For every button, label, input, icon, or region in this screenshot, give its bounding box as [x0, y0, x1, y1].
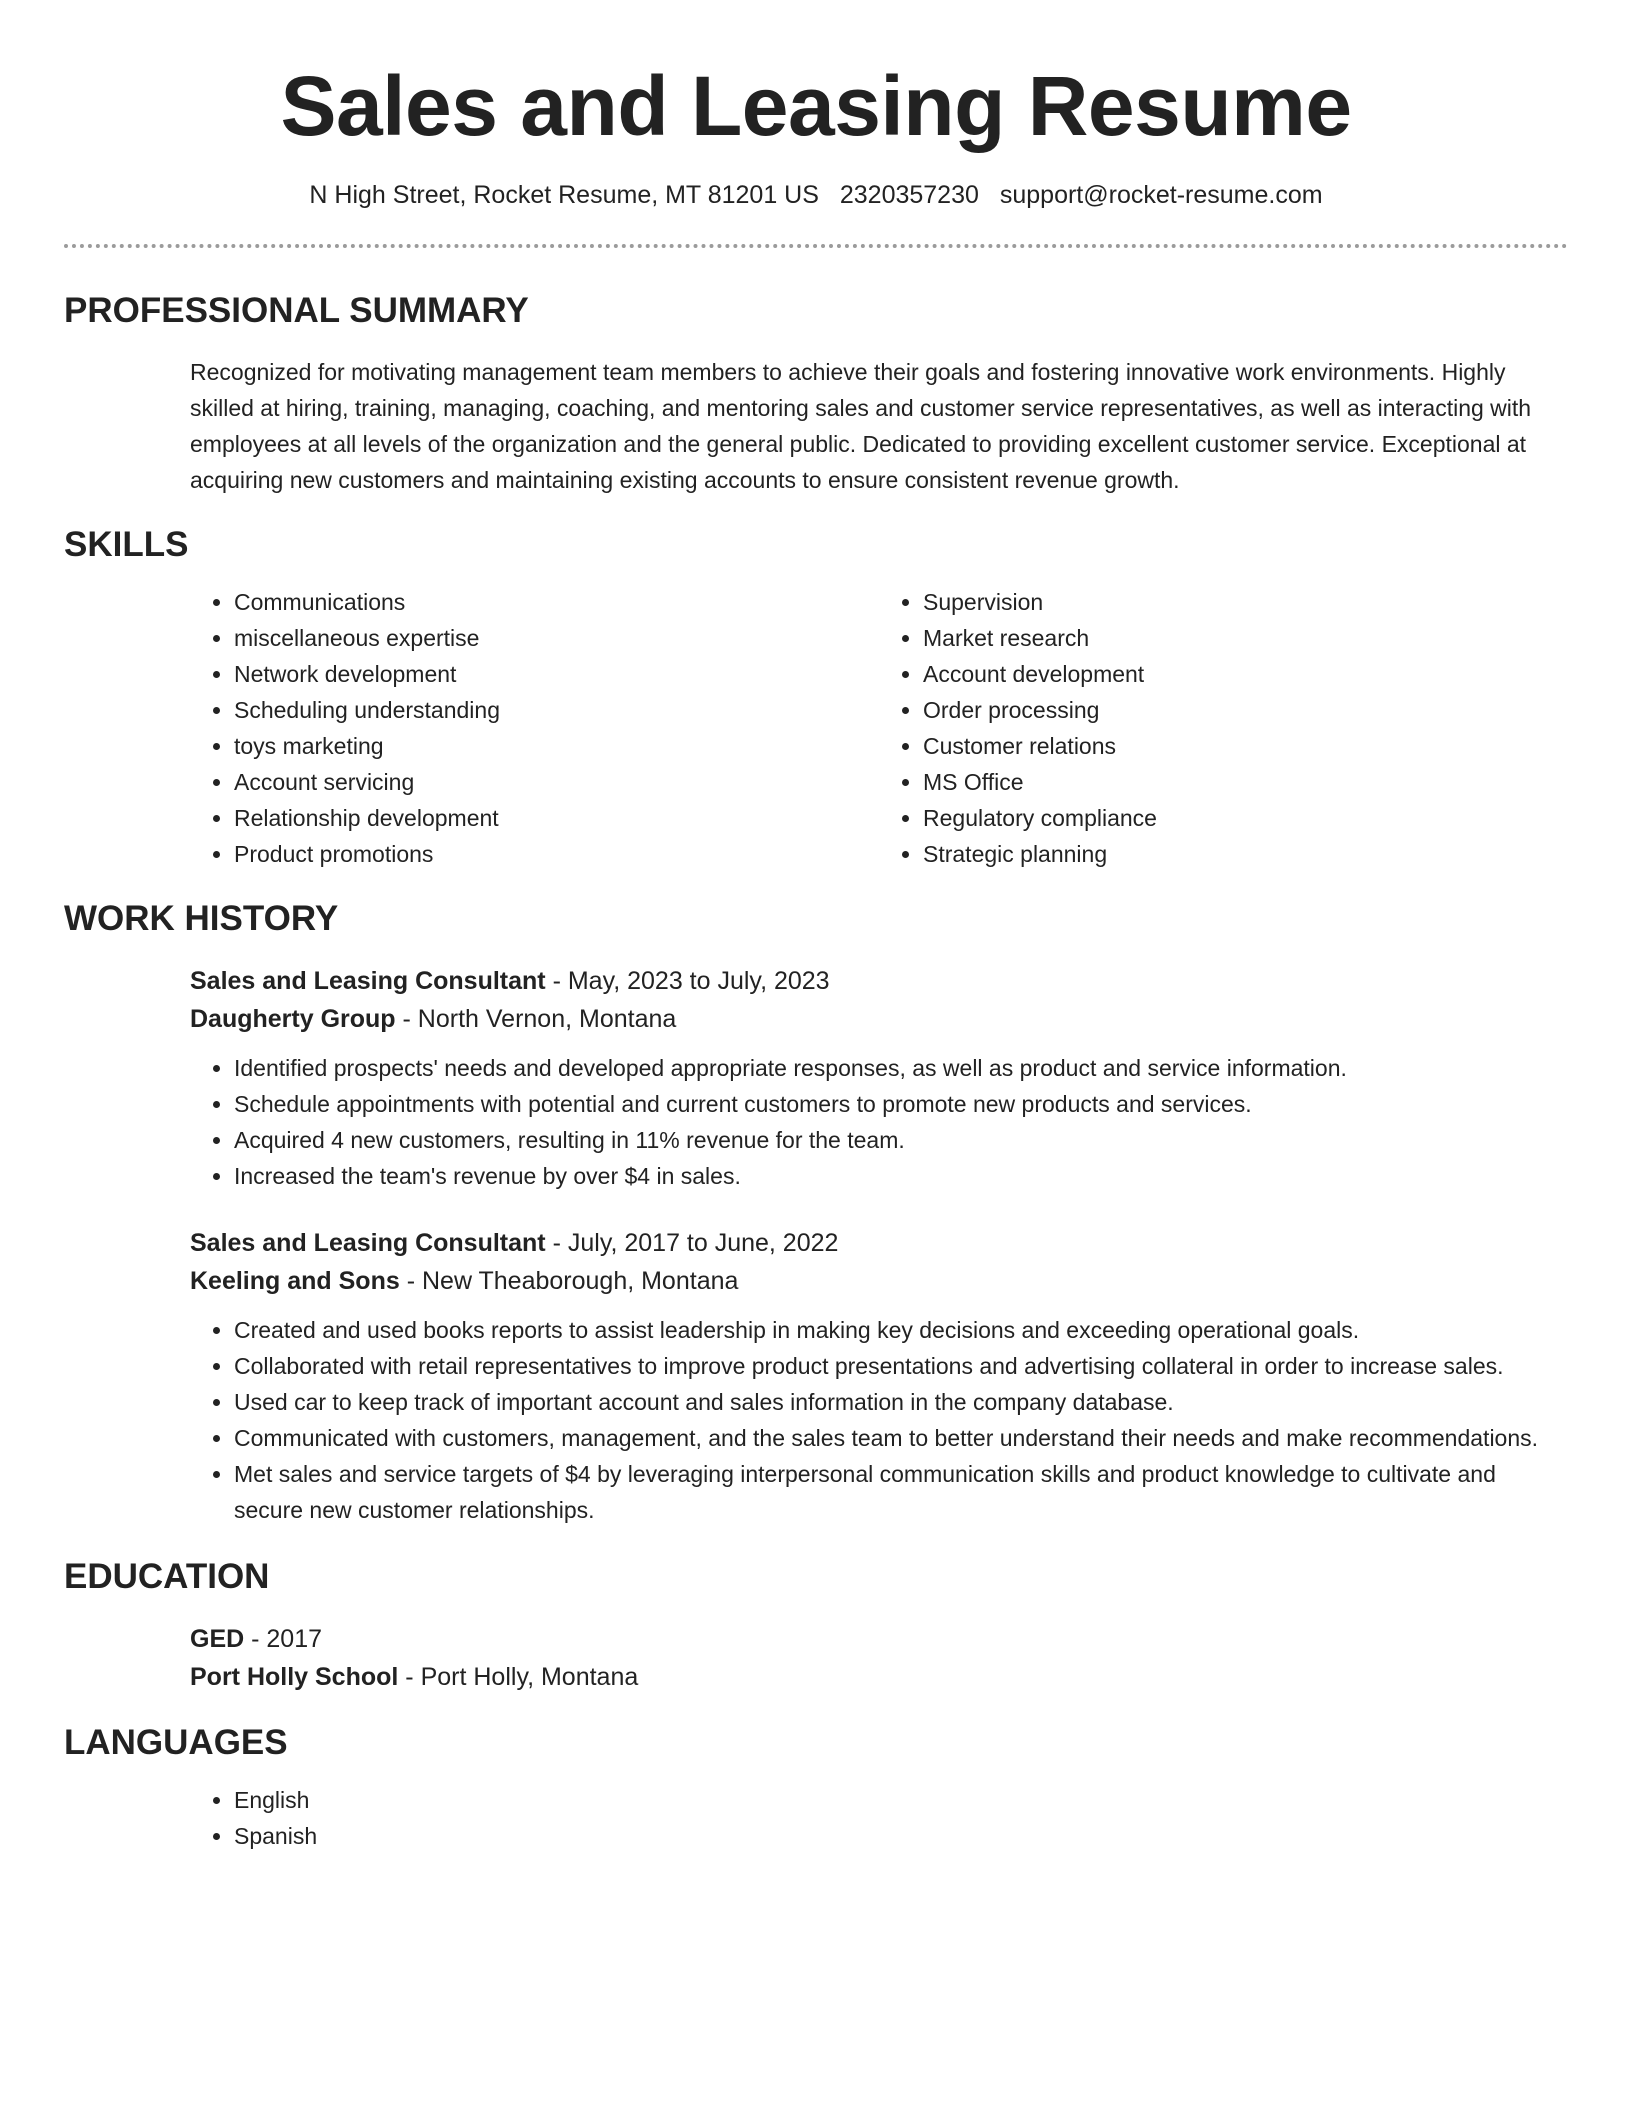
section-heading-education: EDUCATION [64, 1557, 270, 1596]
section-work-history [64, 898, 1568, 1528]
section-heading-summary: PROFESSIONAL SUMMARY [64, 291, 529, 330]
job-dates: - May, 2023 to July, 2023 [545, 967, 830, 995]
list-item: • Strategic planning [923, 836, 1568, 872]
education-entry [190, 1620, 1568, 1696]
section-summary [64, 290, 1568, 498]
contact-phone: 2320357230 [839, 181, 979, 209]
education-school: Port Holly School [190, 1663, 399, 1691]
job-company: Daugherty Group [190, 1005, 396, 1033]
list-item: • Product promotions [234, 836, 879, 872]
job-entry [190, 962, 1568, 1194]
list-item: • Scheduling understanding [234, 692, 879, 728]
job-title-line [190, 962, 1568, 1000]
list-item: • toys marketing [234, 728, 879, 764]
job-location: - North Vernon, Montana [395, 1005, 677, 1033]
list-item: • Communications [234, 584, 879, 620]
list-item: • Customer relations [923, 728, 1568, 764]
job-title: Sales and Leasing Consultant [190, 967, 546, 995]
list-item: • Created and used books reports to assist leadership in making key decisions and exceeding operational goals. [234, 1312, 1568, 1348]
contact-address: N High Street, Rocket Resume, MT 81201 US [309, 181, 819, 209]
education-degree-line [190, 1620, 1568, 1658]
section-heading-skills: SKILLS [64, 525, 189, 564]
list-item: • Account development [923, 656, 1568, 692]
resume-page [64, 0, 1568, 1854]
list-item: • Network development [234, 656, 879, 692]
list-item: • Identified prospects' needs and developed appropriate responses, as well as product and service information. [234, 1050, 1568, 1086]
job-company: Keeling and Sons [190, 1267, 400, 1295]
list-item: • English [234, 1782, 1568, 1818]
list-item: • MS Office [923, 764, 1568, 800]
contact-line [64, 180, 1568, 210]
contact-email: support@rocket-resume.com [999, 181, 1323, 209]
skills-list-left [190, 584, 879, 872]
job-entry [190, 1224, 1568, 1528]
header-divider [64, 244, 1568, 248]
list-item: • Met sales and service targets of $4 by leveraging interpersonal communication skills and product knowledge to cultivate and secure new customer relationships. [234, 1456, 1568, 1528]
job-company-line [190, 1000, 1568, 1038]
resume-title: Sales and Leasing Resume [280, 59, 1352, 153]
section-heading-languages: LANGUAGES [64, 1723, 288, 1762]
section-heading-work: WORK HISTORY [64, 899, 339, 938]
education-year: - 2017 [244, 1625, 323, 1653]
job-dates: - July, 2017 to June, 2022 [545, 1229, 839, 1257]
education-degree: GED [190, 1625, 245, 1653]
job-company-line [190, 1262, 1568, 1300]
list-item: • Spanish [234, 1818, 1568, 1854]
job-title-line [190, 1224, 1568, 1262]
job-location: - New Theaborough, Montana [399, 1267, 739, 1295]
list-item: • Schedule appointments with potential and current customers to promote new products and services. [234, 1086, 1568, 1122]
education-location: - Port Holly, Montana [398, 1663, 639, 1691]
list-item: • Acquired 4 new customers, resulting in 11% revenue for the team. [234, 1122, 1568, 1158]
languages-list [190, 1782, 1568, 1854]
summary-text: Recognized for motivating management team members to achieve their goals and fostering innovative work environments. Highly skilled at hiring, training, managing, coaching, and mentoring sales and customer service representatives, as well as interacting with employees at all levels of the organization and the general public. Dedicated to providing excellent customer service. Exceptional at acquiring new customers and maintaining existing accounts to ensure consistent revenue growth. [190, 359, 1532, 493]
job-bullets [190, 1312, 1568, 1528]
list-item: • Supervision [923, 584, 1568, 620]
list-item: • Increased the team's revenue by over $4 in sales. [234, 1158, 1568, 1194]
job-title: Sales and Leasing Consultant [190, 1229, 546, 1257]
skills-list-right [879, 584, 1568, 872]
job-bullets [190, 1050, 1568, 1194]
list-item: • miscellaneous expertise [234, 620, 879, 656]
list-item: • Regulatory compliance [923, 800, 1568, 836]
list-item: • Order processing [923, 692, 1568, 728]
list-item: • Relationship development [234, 800, 879, 836]
section-education [64, 1556, 1568, 1696]
skills-columns [190, 584, 1568, 872]
section-skills [64, 524, 1568, 872]
list-item: • Communicated with customers, management, and the sales team to better understand their needs and make recommendations. [234, 1420, 1568, 1456]
list-item: • Account servicing [234, 764, 879, 800]
section-languages [64, 1722, 1568, 1854]
list-item: • Used car to keep track of important account and sales information in the company database. [234, 1384, 1568, 1420]
list-item: • Collaborated with retail representatives to improve product presentations and advertising collateral in order to increase sales. [234, 1348, 1568, 1384]
list-item: • Market research [923, 620, 1568, 656]
languages-entry [190, 1782, 1568, 1854]
education-school-line [190, 1658, 1568, 1696]
